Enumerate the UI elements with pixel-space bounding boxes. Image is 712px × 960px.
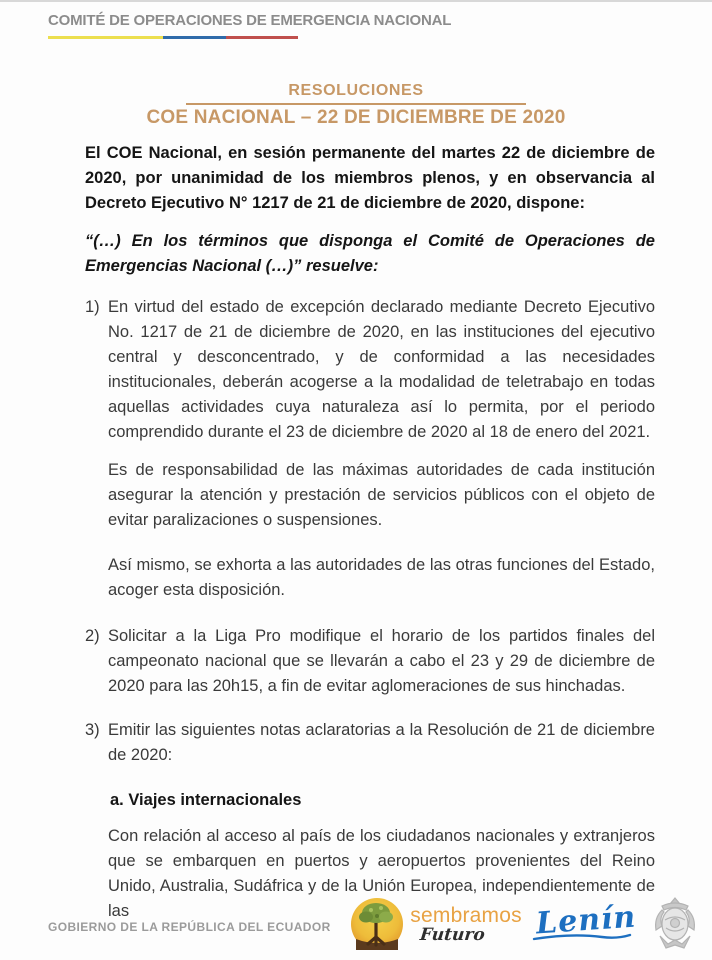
- futuro-word: Futuro: [419, 924, 487, 945]
- item-1-subparagraphs: [85, 458, 655, 603]
- resolution-item-1: [85, 295, 655, 445]
- sembramos-tree-icon: [350, 897, 404, 951]
- item-text: Solicitar a la Liga Pro modifique el horario de los partidos finales del campeonato nacional que se llevarán a cabo el 23 y 29 de diciembre de 2020 para las 20h15, a fin de evitar aglomeraciones de sus hinchadas.: [108, 627, 655, 695]
- sembramos-word: sembramos: [410, 903, 522, 927]
- ecuador-flag-bar: [48, 36, 298, 39]
- sembramos-wordmark: [410, 905, 522, 944]
- item-number: 2): [85, 627, 100, 645]
- item-number: 3): [85, 721, 100, 739]
- ecuador-coat-of-arms-icon: [650, 896, 700, 952]
- intro-paragraph: El COE Nacional, en sesión permanente del martes 22 de diciembre de 2020, por unanimidad de los miembros plenos, y en observancia al Decreto Ejecutivo N° 1217 de 21 de diciembre de 2020, dispone:: [85, 144, 655, 212]
- quote-paragraph: “(…) En los términos que disponga el Comité de Operaciones de Emergencias Nacional (…)” resuelve:: [85, 232, 655, 275]
- flag-blue-segment: [163, 36, 226, 39]
- document-body: [85, 141, 655, 927]
- lenin-signature-text: Lenín: [534, 899, 638, 941]
- item-number: 1): [85, 298, 100, 316]
- resolution-item-3: [85, 718, 655, 768]
- resolution-item-2: [85, 624, 655, 699]
- document-title: RESOLUCIONES: [288, 82, 424, 99]
- sub-paragraph: Así mismo, se exhorta a las autoridades de las otras funciones del Estado, acoger esta disposición.: [108, 556, 655, 599]
- item-text: Emitir las siguientes notas aclaratorias a la Resolución de 21 de diciembre de 2020:: [108, 721, 655, 764]
- document-subtitle: COE NACIONAL – 22 DE DICIEMBRE DE 2020: [146, 107, 566, 128]
- sembramos-futuro-logo: [350, 897, 522, 951]
- lenin-signature-underline: [532, 932, 632, 942]
- footer-logos: [350, 896, 700, 952]
- document-footer: [0, 882, 712, 960]
- section-a-paragraph: Con relación al acceso al país de los ciudadanos nacionales y extranjeros que se embarquen en puertos y aeropuertos provenientes del Reino Unido, Australia, Sudáfrica y de la Unión Europea, independientemente de las: [108, 827, 655, 920]
- title-underline: [186, 103, 526, 105]
- flag-red-segment: [226, 36, 299, 39]
- sub-paragraph: Es de responsabilidad de las máximas autoridades de cada institución asegurar la atención y prestación de servicios públicos con el objeto de evitar paralizaciones o suspensiones.: [108, 461, 655, 529]
- org-name: COMITÉ DE OPERACIONES DE EMERGENCIA NACIONAL: [48, 12, 452, 29]
- flag-yellow-segment: [48, 36, 163, 39]
- government-label: GOBIERNO DE LA REPÚBLICA DEL ECUADOR: [48, 920, 331, 934]
- section-a-heading: a. Viajes internacionales: [110, 791, 302, 809]
- lenin-signature: [534, 899, 638, 946]
- title-block: [0, 82, 712, 129]
- document-header: [48, 12, 451, 39]
- item-text: En virtud del estado de excepción declarado mediante Decreto Ejecutivo No. 1217 de 21 de diciembre de 2020, en las instituciones del ejecutivo central y desconcentrado, y de conformidad a las necesidades institucionales, deberán acogerse a la modalidad de teletrabajo en todas aquellas actividades cuya naturaleza así lo permita, por el periodo comprendido durante el 23 de diciembre de 2020 al 18 de enero del 2021.: [108, 298, 655, 441]
